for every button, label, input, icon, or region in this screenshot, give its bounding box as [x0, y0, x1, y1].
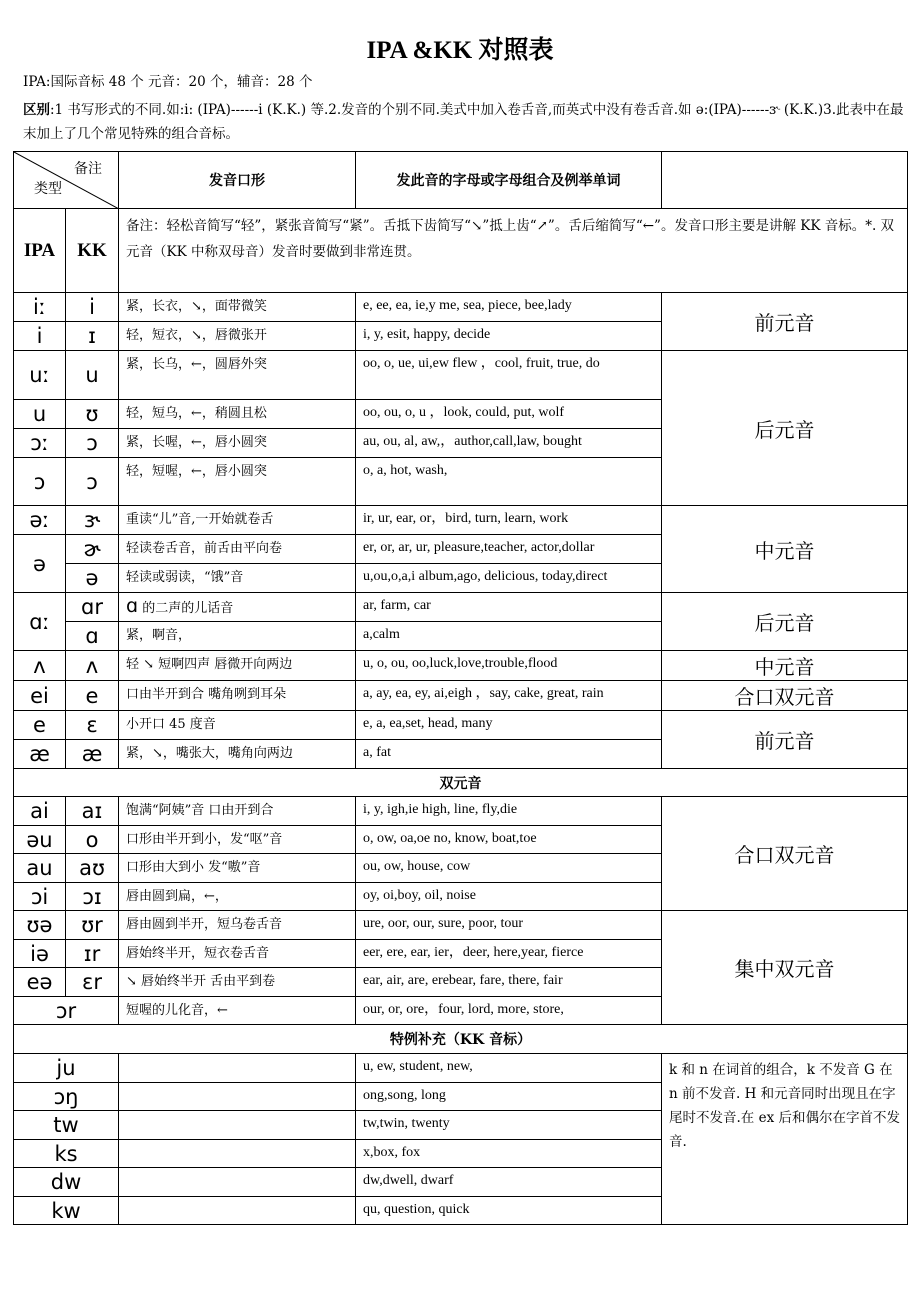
examples: er, or, ar, ur, pleasure,teacher, actor,dollar [356, 535, 662, 564]
ipa-symbol: u [14, 400, 66, 429]
special-symbol: tw [14, 1111, 119, 1140]
ipa-symbol: ɔː [14, 429, 66, 458]
kk-symbol: ɪr [66, 940, 119, 968]
special-blank [119, 1140, 356, 1168]
kk-symbol: i [66, 293, 119, 322]
kk-ref-symbol: ɑ [126, 595, 139, 617]
examples: ear, air, are, erebear, fare, there, fair [356, 968, 662, 997]
mouth-shape: 轻，短乌，←，稍圆且松 [119, 400, 356, 429]
ipa-symbol: au [14, 854, 66, 883]
mouth-shape: 饱满“阿姨”音 口由开到合 [119, 797, 356, 826]
examples: oo, ou, o, u ，look, could, put, wolf [356, 400, 662, 429]
intro-label: 区别 [23, 102, 50, 118]
mouth-shape: 小开口 45 度音 [119, 711, 356, 740]
examples: u, ew, student, new, [356, 1054, 662, 1083]
category-closing-diphthong: 合口双元音 [662, 797, 908, 911]
mouth-shape: 轻 ↘ 短啊四声 唇微开向两边 [119, 651, 356, 681]
mouth-shape: 短喔的儿化音，← [119, 997, 356, 1025]
ipa-symbol: əː [14, 506, 66, 535]
special-blank [119, 1054, 356, 1083]
kk-symbol: u [66, 351, 119, 400]
category-central-vowel: 中元音 [662, 506, 908, 593]
kk-symbol: æ [66, 740, 119, 769]
kk-symbol: ɪ [66, 322, 119, 351]
ipa-symbol: ɑː [14, 593, 66, 651]
special-symbol: ju [14, 1054, 119, 1083]
mouth-text: 的二声的儿话音 [142, 601, 234, 616]
special-symbol: kw [14, 1197, 119, 1225]
mouth-shape: 唇由圆到扁，←， [119, 883, 356, 911]
examples: eer, ere, ear, ier，deer, here,year, fierce [356, 940, 662, 968]
ipa-symbol: ʌ [14, 651, 66, 681]
kk-symbol: ɛ [66, 711, 119, 740]
examples: i, y, igh,ie high, line, fly,die [356, 797, 662, 826]
examples: qu, question, quick [356, 1197, 662, 1225]
mouth-shape: 轻读卷舌音，前舌由平向卷 [119, 535, 356, 564]
category-front-vowel: 前元音 [662, 293, 908, 351]
category-back-vowel: 后元音 [662, 593, 908, 651]
note-text: 备注：轻松音简写“轻”，紧张音简写“紧”。舌抵下齿简写“↘”抵上齿“↗”。舌后缩简写“←”。发音口形主要是讲解 KK 音标。*. 双元音（KK 中称双母音）发音时要做到非常连贯。 [119, 209, 908, 293]
category-closing-diphthong: 合口双元音 [662, 681, 908, 711]
examples: o, a, hot, wash, [356, 458, 662, 506]
examples: x,box, fox [356, 1140, 662, 1168]
ipa-symbol: ɔ [14, 458, 66, 506]
ipa-kk-table [13, 151, 908, 1225]
header-examples: 发此音的字母或字母组合及例举单词 [356, 152, 662, 209]
examples: our, or, ore，four, lord, more, store, [356, 997, 662, 1025]
kk-symbol: ə [66, 564, 119, 593]
mouth-shape: 轻，短喔，←，唇小圆突 [119, 458, 356, 506]
mouth-shape: 唇由圆到半开，短乌卷舌音 [119, 911, 356, 940]
examples: oo, o, ue, ui,ew flew ，cool, fruit, true, do [356, 351, 662, 400]
special-blank [119, 1111, 356, 1140]
ipa-symbol: eə [14, 968, 66, 997]
kk-symbol: ɔ [66, 429, 119, 458]
kk-symbol: aɪ [66, 797, 119, 826]
ipa-symbol: əu [14, 826, 66, 854]
special-blank [119, 1168, 356, 1197]
examples: a,calm [356, 622, 662, 651]
combined-symbol: ɔr [14, 997, 119, 1025]
header-mouth: 发音口形 [119, 152, 356, 209]
examples: u, o, ou, oo,luck,love,trouble,flood [356, 651, 662, 681]
ipa-symbol: æ [14, 740, 66, 769]
kk-symbol: ɔɪ [66, 883, 119, 911]
section-diphthongs: 双元音 [14, 769, 908, 797]
mouth-shape: 紧，长喔，←，唇小圆突 [119, 429, 356, 458]
examples: ong,song, long [356, 1083, 662, 1111]
intro-line-2 [23, 98, 908, 146]
kk-label: KK [66, 209, 119, 293]
header-corner [14, 152, 119, 209]
special-symbol: ks [14, 1140, 119, 1168]
mouth-shape: 紧，长衣，↘，面带微笑 [119, 293, 356, 322]
mouth-shape: 唇始终半开，短衣卷舌音 [119, 940, 356, 968]
special-symbol: ɔŋ [14, 1083, 119, 1111]
page-title: IPA &KK 对照表 [366, 37, 554, 64]
examples: e, a, ea,set, head, many [356, 711, 662, 740]
examples: a, fat [356, 740, 662, 769]
kk-symbol: e [66, 681, 119, 711]
kk-symbol: ʊ [66, 400, 119, 429]
kk-symbol: ɔ [66, 458, 119, 506]
intro-text: :1 书写形式的不同.如:i: (IPA)------i (K.K.) 等.2.发音的个别不同.美式中加入卷舌音,而英式中没有卷舌音.如 ə:(IPA)------ɝ (K.K.)3.此表中在最末加上了几个常见特殊的组合音标。 [23, 102, 904, 142]
ipa-symbol: i [14, 322, 66, 351]
examples: oy, oi,boy, oil, noise [356, 883, 662, 911]
ipa-symbol: ɔi [14, 883, 66, 911]
ipa-label: IPA [14, 209, 66, 293]
special-note: k 和 n 在词首的组合，k 不发音 G 在 n 前不发音. H 和元音同时出现且在字尾时不发音.在 ex 后和偶尔在字首不发音. [662, 1054, 908, 1225]
kk-symbol: ɝ [66, 506, 119, 535]
kk-symbol: ʌ [66, 651, 119, 681]
kk-symbol: ʊr [66, 911, 119, 940]
examples: e, ee, ea, ie,y me, sea, piece, bee,lady [356, 293, 662, 322]
category-central-vowel: 中元音 [662, 651, 908, 681]
examples: ou, ow, house, cow [356, 854, 662, 883]
examples: dw,dwell, dwarf [356, 1168, 662, 1197]
mouth-shape: ↘ 唇始终半开 舌由平到卷 [119, 968, 356, 997]
special-blank [119, 1083, 356, 1111]
special-blank [119, 1197, 356, 1225]
mouth-shape: 紧，啊音， [119, 622, 356, 651]
examples: tw,twin, twenty [356, 1111, 662, 1140]
ipa-symbol: ai [14, 797, 66, 826]
section-specials: 特例补充（KK 音标） [14, 1025, 908, 1054]
ipa-symbol: e [14, 711, 66, 740]
corner-type-label: 类型 [34, 181, 62, 197]
mouth-shape: 重读“儿”音,一开始就卷舌 [119, 506, 356, 535]
kk-symbol: ɑr [66, 593, 119, 622]
mouth-shape: 轻，短衣，↘，唇微张开 [119, 322, 356, 351]
ipa-symbol: ʊə [14, 911, 66, 940]
ipa-symbol: iə [14, 940, 66, 968]
mouth-shape: 轻读或弱读，“饿”音 [119, 564, 356, 593]
ipa-symbol: ə [14, 535, 66, 593]
header-category [662, 152, 908, 209]
ipa-symbol: ei [14, 681, 66, 711]
mouth-shape [119, 593, 356, 622]
examples: u,ou,o,a,i album,ago, delicious, today,direct [356, 564, 662, 593]
examples: ir, ur, ear, or，bird, turn, learn, work [356, 506, 662, 535]
kk-symbol: o [66, 826, 119, 854]
ipa-symbol: uː [14, 351, 66, 400]
ipa-symbol: iː [14, 293, 66, 322]
examples: ar, farm, car [356, 593, 662, 622]
corner-diagonal [14, 152, 119, 209]
examples: au, ou, al, aw,，author,call,law, bought [356, 429, 662, 458]
examples: a, ay, ea, ey, ai,eigh ，say, cake, great, rain [356, 681, 662, 711]
examples: ure, oor, our, sure, poor, tour [356, 911, 662, 940]
special-symbol: dw [14, 1168, 119, 1197]
examples: i, y, esit, happy, decide [356, 322, 662, 351]
category-back-vowel: 后元音 [662, 351, 908, 506]
mouth-shape: 紧，长乌，←，圆唇外突 [119, 351, 356, 400]
mouth-shape: 口形由半开到小，发“呕”音 [119, 826, 356, 854]
mouth-shape: 口形由大到小 发“嗷”音 [119, 854, 356, 883]
intro-line-1: IPA:国际音标 48 个 元音：20 个，辅音：28 个 [23, 74, 313, 90]
category-centring-diphthong: 集中双元音 [662, 911, 908, 1025]
kk-symbol: aʊ [66, 854, 119, 883]
examples: o, ow, oa,oe no, know, boat,toe [356, 826, 662, 854]
kk-symbol: ɑ [66, 622, 119, 651]
corner-note-label: 备注 [74, 161, 102, 177]
mouth-shape: 口由半开到合 嘴角咧到耳朵 [119, 681, 356, 711]
mouth-shape: 紧，↘，嘴张大，嘴角向两边 [119, 740, 356, 769]
kk-symbol: ɚ [66, 535, 119, 564]
category-front-vowel: 前元音 [662, 711, 908, 769]
kk-symbol: ɛr [66, 968, 119, 997]
